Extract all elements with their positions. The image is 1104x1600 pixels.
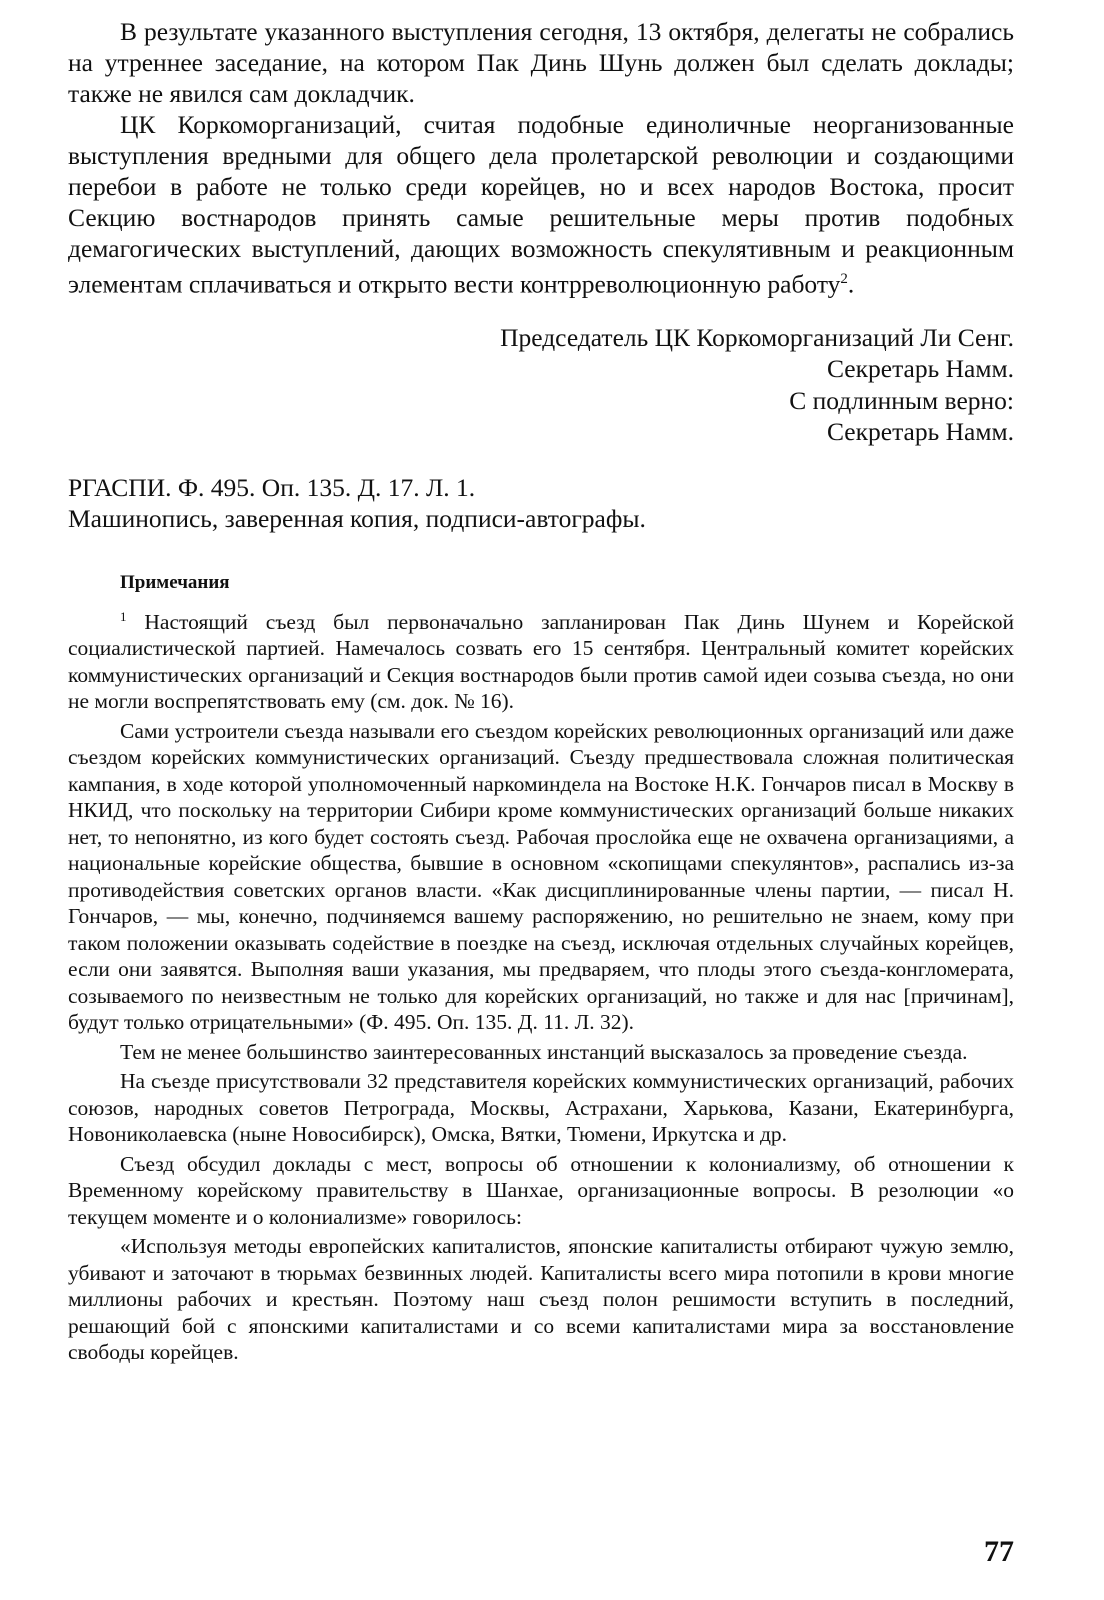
- note-paragraph: Сами устроители съезда называли его съездом корейских революционных организаций или даже съездом корейских коммунистических организаций. Съезду предшествовала сложная политическая кампания, в ходе которой уполномоченный наркоминдела на Востоке Н.К. Гончаров писал в Москву в НКИД, что поскольку на территории Сибири кроме коммунистических организаций больше никаких нет, то непонятно, из кого будет состоять съезд. Рабочая прослойка еще не охвачена организациями, а национальные корейские общества, бывшие в основном «скопищами спекулянтов», распались из-за противодействия советских органов власти. «Как дисциплинированные члены партии, — писал Н. Гончаров, — мы, конечно, подчиняемся вашему распоряжению, но решительно не знаем, кому при таком положении оказывать содействие в поездке на съезд, исключая отдельных случайных корейцев, если они заявятся. Выполняя ваши указания, мы предваряем, что плоды этого съезда-конгломерата, созываемого по неизвестным не только для корейских организаций, но также и для нас [причинам], будут только отрицательными» (Ф. 495. Оп. 135. Д. 11. Л. 32).: [68, 718, 1014, 1035]
- archive-source: [68, 472, 1014, 534]
- note-text: Настоящий съезд был первоначально запланирован Пак Динь Шунем и Корейской социалистической партией. Намечалось созвать его 15 сентября. Центральный комитет корейских коммунистических организаций и Секция востнародов были против самой идеи созыва съезда, но они не могли воспрепятствовать ему (см. док. № 16).: [68, 609, 1014, 714]
- paragraph-text: ЦК Коркоморганизаций, считая подобные единоличные неорганизованные выступления вредными для общего дела пролетарской революции и создающими перебои в работе не только среди корейцев, но и всех народов Востока, просит Секцию востнародов принять самые решительные меры против подобных демагогических выступлений, дающих возможность спекулятивным и реакционным элементам сплачиваться и открыто вести контрреволюционную работу: [68, 110, 1014, 299]
- paragraph: В результате указанного выступления сегодня, 13 октября, делегаты не собрались на утреннее заседание, на котором Пак Динь Шунь должен был сделать доклады; также не явился сам докладчик.: [68, 17, 1014, 108]
- secretary-signature-2: Секретарь Намм.: [826, 417, 1014, 446]
- paragraph: [68, 109, 1014, 300]
- note-paragraph: «Используя методы европейских капиталистов, японские капиталисты отбирают чужую землю, убивают и заточают в тюрьмах безвинных людей. Капиталисты всего мира потопили в крови многие миллионы рабочих и крестьян. Поэтому наш съезд полон решимости вступить в последний, решающий бой с японскими капиталистами и со всеми капиталистами мира за восстановление свободы корейцев.: [68, 1234, 1014, 1365]
- notes-section: [68, 604, 1014, 1366]
- footnote-marker: 2: [840, 271, 848, 287]
- document-page: [68, 16, 1014, 1369]
- note-paragraph: Тем не менее большинство заинтересованных инстанций высказалось за проведение съезда.: [120, 1039, 968, 1064]
- archive-reference: РГАСПИ. Ф. 495. Оп. 135. Д. 17. Л. 1.: [68, 472, 476, 502]
- page-number: 77: [984, 1535, 1014, 1568]
- secretary-signature: Секретарь Намм.: [826, 354, 1014, 383]
- signature-block: [68, 322, 1014, 448]
- footnote-marker: 1: [120, 608, 127, 624]
- paragraph-end: .: [847, 269, 855, 299]
- note-paragraph: На съезде присутствовали 32 представителя корейских коммунистических организаций, рабочих союзов, народных советов Петрограда, Москвы, Астрахани, Харькова, Казани, Екатеринбурга, Новониколаевска (ныне Новосибирск), Омска, Вятки, Тюмени, Иркутска и др.: [68, 1069, 1014, 1147]
- certification-line: С подлинным верно:: [789, 385, 1014, 415]
- note-paragraph: Съезд обсудил доклады с мест, вопросы об отношении к колониализму, об отношении к Временному корейскому правительству в Шанхае, организационные вопросы. В резолюции «о текущем моменте и о колониализме» говорилось:: [68, 1151, 1014, 1229]
- main-text: [68, 16, 1014, 300]
- note-paragraph: [68, 604, 1014, 715]
- notes-heading: Примечания: [120, 571, 230, 593]
- chairman-signature: Председатель ЦК Коркоморганизаций Ли Сенг.: [500, 322, 1014, 352]
- document-description: Машинопись, заверенная копия, подписи-автографы.: [68, 503, 646, 533]
